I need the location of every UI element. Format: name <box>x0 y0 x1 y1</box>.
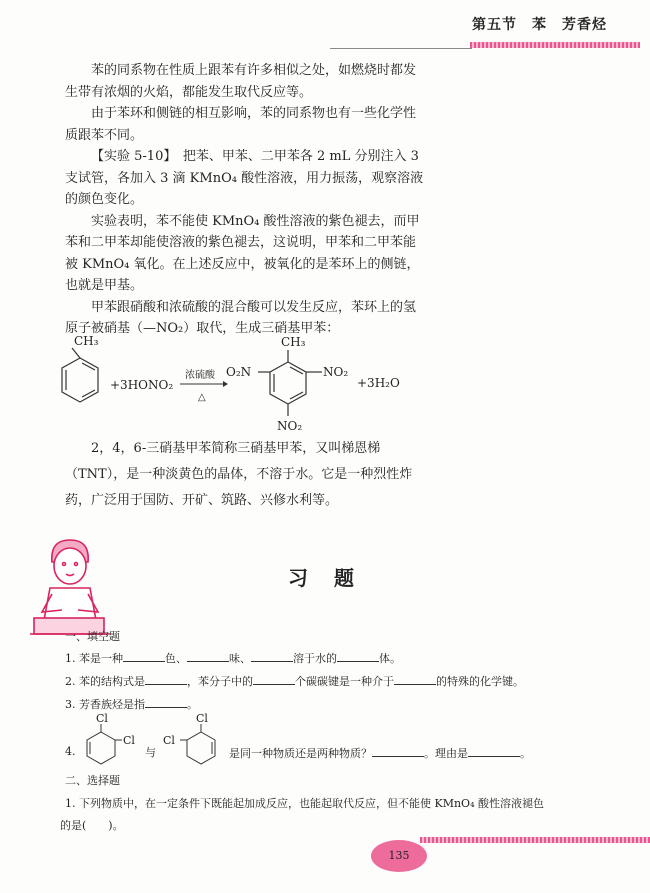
text-line: 药，广泛用于国防、开矿、筑路、兴修水利等。 <box>65 493 339 508</box>
q-text: 2. 苯的结构式是 <box>65 675 145 688</box>
q-text: 体。 <box>379 652 401 665</box>
answer-blank[interactable] <box>251 651 293 662</box>
header-rule <box>330 48 472 49</box>
ch3-label: CH₃ <box>281 335 306 349</box>
condition-bottom: △ <box>198 392 206 403</box>
question-4 <box>65 712 635 772</box>
text-line: 的颜色变化。 <box>65 192 144 207</box>
answer-blank[interactable] <box>145 697 187 708</box>
text-line: （TNT），是一种淡黄色的晶体，不溶于水。它是一种烈性炸 <box>65 467 413 482</box>
answer-blank[interactable] <box>372 746 424 757</box>
q-text: 溶于水的 <box>293 652 337 665</box>
text-line: 2，4，6-三硝基甲苯简称三硝基甲苯，又叫梯恩梯 <box>91 441 381 456</box>
q-text: 。理由是 <box>424 747 468 760</box>
and-label: 与 <box>145 746 156 759</box>
answer-blank[interactable] <box>187 651 229 662</box>
text-line: 苯的同系物在性质上跟苯有许多相似之处，如燃烧时都发 <box>91 63 417 78</box>
text-line: 被 KMnO₄ 氧化。在上述反应中，被氧化的是苯环上的侧链， <box>65 256 420 272</box>
cl-label: Cl <box>196 712 208 725</box>
dichlorobenzene-structures <box>83 712 223 772</box>
body-text <box>65 60 424 340</box>
nitration-equation <box>60 334 460 434</box>
question-2 <box>65 673 524 689</box>
exercises-title: 习题 <box>288 566 380 590</box>
tnt-ring <box>258 350 322 416</box>
answer-blank[interactable] <box>123 651 165 662</box>
water-label: +3H₂O <box>357 376 400 390</box>
q-text: 。 <box>520 747 531 760</box>
q-text: ，苯分子中的 <box>187 675 253 688</box>
q-text: 个碳碳键是一种介于 <box>295 675 394 688</box>
tnt-paragraph <box>65 436 413 514</box>
question-1 <box>65 650 401 666</box>
o2n-label: O₂N <box>226 365 252 379</box>
toluene-ring <box>62 348 98 402</box>
answer-blank[interactable] <box>337 651 379 662</box>
q-text: 色、 <box>165 652 187 665</box>
no2-bottom-label: NO₂ <box>277 419 303 433</box>
q-text: 的特殊的化学键。 <box>436 675 524 688</box>
header-decor-bar <box>470 42 640 48</box>
text-line: 原子被硝基（—NO₂）取代，生成三硝基甲苯： <box>65 321 340 336</box>
mc-question-1-line: 的是( )。 <box>60 819 124 832</box>
student-cartoon-illustration <box>22 532 117 642</box>
q-text: 3. 芳香族烃是指 <box>65 698 145 711</box>
footer-decor-bar <box>420 837 650 843</box>
text-line: 也就是甲基。 <box>65 278 144 293</box>
question-3 <box>65 696 198 712</box>
text-line: 质跟苯不同。 <box>65 127 144 143</box>
q-text: 味、 <box>229 652 251 665</box>
text-line: 苯和二甲苯却能使溶液的紫色褪去，这说明，甲苯和二甲苯能 <box>65 235 417 250</box>
answer-blank[interactable] <box>394 674 436 685</box>
cl-label: Cl <box>96 712 108 725</box>
cl-label: Cl <box>163 734 175 747</box>
answer-blank[interactable] <box>253 674 295 685</box>
q-text: 是同一种物质还是两种物质？ <box>229 747 372 760</box>
condition-top: 浓硫酸 <box>185 370 215 381</box>
q-text: 1. 苯是一种 <box>65 652 123 665</box>
text-line: 支试管，各加入 3 滴 KMnO₄ 酸性溶液，用力振荡，观察溶液 <box>65 170 424 186</box>
answer-blank[interactable] <box>468 746 520 757</box>
section-multiple-choice: 二、选择题 <box>65 774 120 787</box>
section-fill-in: 一、填空题 <box>65 630 120 643</box>
ch3-label: CH₃ <box>74 334 99 348</box>
text-line: 生带有浓烟的火焰，都能发生取代反应等。 <box>65 84 313 100</box>
text-line: 由于苯环和侧链的相互影响，苯的同系物也有一些化学性 <box>91 106 417 121</box>
text-line: 【实验 5-10】 把苯、甲苯、二甲苯各 2 mL 分别注入 3 <box>91 149 419 164</box>
page-number: 135 <box>371 840 427 872</box>
q-text: 。 <box>187 698 198 711</box>
section-header: 第五节 苯 芳香烃 <box>472 17 607 33</box>
answer-blank[interactable] <box>145 674 187 685</box>
mc-question-1-line: 1. 下列物质中，在一定条件下既能起加成反应，也能起取代反应，但不能使 KMnO₄ 酸性溶液褪色 <box>65 797 544 810</box>
cl-label: Cl <box>123 734 135 747</box>
reagent-label: +3HONO₂ <box>110 378 174 392</box>
text-line: 实验表明，苯不能使 KMnO₄ 酸性溶液的紫色褪去，而甲 <box>91 213 420 229</box>
text-line: 甲苯跟硝酸和浓硫酸的混合酸可以发生反应，苯环上的氢 <box>91 299 417 315</box>
no2-right-label: NO₂ <box>323 365 349 379</box>
q-number: 4. <box>65 745 76 758</box>
